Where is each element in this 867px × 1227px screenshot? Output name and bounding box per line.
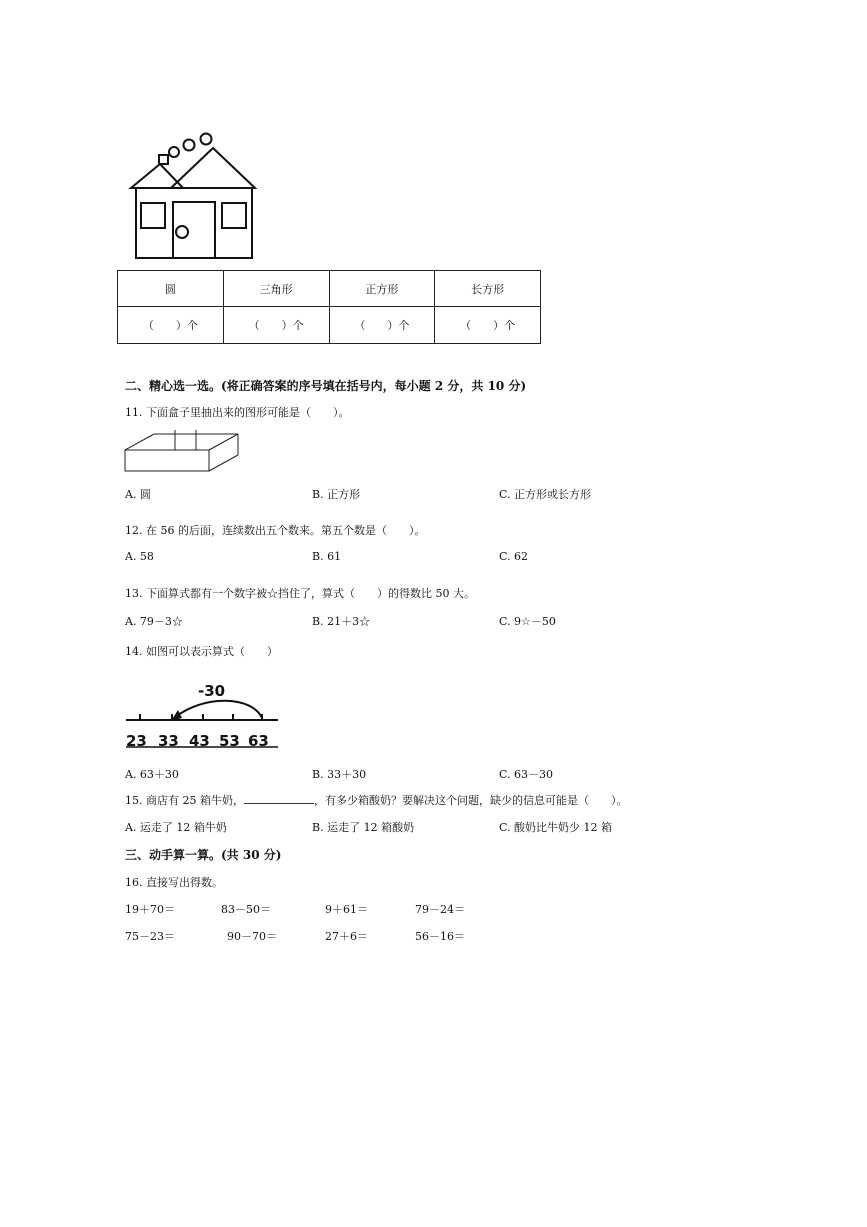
q13-option-a[interactable]: A. 79－3☆ <box>125 615 183 628</box>
tick-label: 43 <box>189 732 210 750</box>
q12-option-c[interactable]: C. 62 <box>499 550 529 563</box>
q11-option-b[interactable]: B. 正方形 <box>312 488 361 501</box>
box-illustration <box>124 430 242 474</box>
header-circle: 圆 <box>118 271 224 307</box>
q15-stem-part1: 15. 商店有 25 箱牛奶， <box>125 794 244 807</box>
q15-option-a[interactable]: A. 运走了 12 箱牛奶 <box>125 821 227 834</box>
answer-rectangle-count[interactable]: （ ）个 <box>435 307 541 344</box>
number-line-diagram <box>124 680 284 752</box>
tick-label: 63 <box>248 732 269 750</box>
q12-option-a[interactable]: A. 58 <box>125 550 154 563</box>
tick-label: 53 <box>219 732 240 750</box>
calc-1[interactable]: 19＋70＝ <box>125 903 175 916</box>
tick-label: 33 <box>158 732 179 750</box>
q16-stem: 16. 直接写出得数。 <box>125 876 223 889</box>
tick-label: 23 <box>126 732 147 750</box>
q14-option-b[interactable]: B. 33＋30 <box>312 768 367 781</box>
header-triangle: 三角形 <box>223 271 329 307</box>
section2-title: 二、精心选一选。(将正确答案的序号填在括号内，每小题 2 分，共 10 分) <box>125 379 527 393</box>
q11-stem: 11. 下面盒子里抽出来的图形可能是（ ）。 <box>125 406 350 419</box>
answer-circle-count[interactable]: （ ）个 <box>118 307 224 344</box>
q13-option-b[interactable]: B. 21＋3☆ <box>312 615 371 628</box>
calc-7[interactable]: 27＋6＝ <box>325 930 368 943</box>
q14-option-a[interactable]: A. 63＋30 <box>125 768 179 781</box>
header-square: 正方形 <box>329 271 435 307</box>
q12-option-b[interactable]: B. 61 <box>312 550 342 563</box>
answer-square-count[interactable]: （ ）个 <box>329 307 435 344</box>
q15-blank[interactable] <box>244 793 314 804</box>
q15-stem <box>125 792 627 808</box>
q11-option-a[interactable]: A. 圆 <box>125 488 151 501</box>
calc-4[interactable]: 79－24＝ <box>415 903 465 916</box>
answer-triangle-count[interactable]: （ ）个 <box>223 307 329 344</box>
house-illustration <box>125 128 265 262</box>
calc-8[interactable]: 56－16＝ <box>415 930 465 943</box>
q15-option-b[interactable]: B. 运走了 12 箱酸奶 <box>312 821 415 834</box>
calc-2[interactable]: 83－50＝ <box>221 903 271 916</box>
calc-6[interactable]: 90－70＝ <box>227 930 277 943</box>
q11-option-c[interactable]: C. 正方形或长方形 <box>499 488 592 501</box>
calc-5[interactable]: 75－23＝ <box>125 930 175 943</box>
q15-stem-part2: ，有多少箱酸奶？要解决这个问题，缺少的信息可能是（ ）。 <box>313 794 628 807</box>
q12-stem: 12. 在 56 的后面，连续数出五个数来。第五个数是（ ）。 <box>125 524 426 537</box>
q15-option-c[interactable]: C. 酸奶比牛奶少 12 箱 <box>499 821 613 834</box>
q14-stem: 14. 如图可以表示算式（ ） <box>125 645 278 658</box>
q13-option-c[interactable]: C. 9☆－50 <box>499 615 556 628</box>
header-rectangle: 长方形 <box>435 271 541 307</box>
q13-stem: 13. 下面算式都有一个数字被☆挡住了，算式（ ）的得数比 50 大。 <box>125 587 475 600</box>
section3-title: 三、动手算一算。(共 30 分) <box>125 848 282 862</box>
q14-option-c[interactable]: C. 63－30 <box>499 768 554 781</box>
jump-label: -30 <box>198 682 226 700</box>
calc-3[interactable]: 9＋61＝ <box>325 903 368 916</box>
shape-count-table <box>117 270 541 344</box>
